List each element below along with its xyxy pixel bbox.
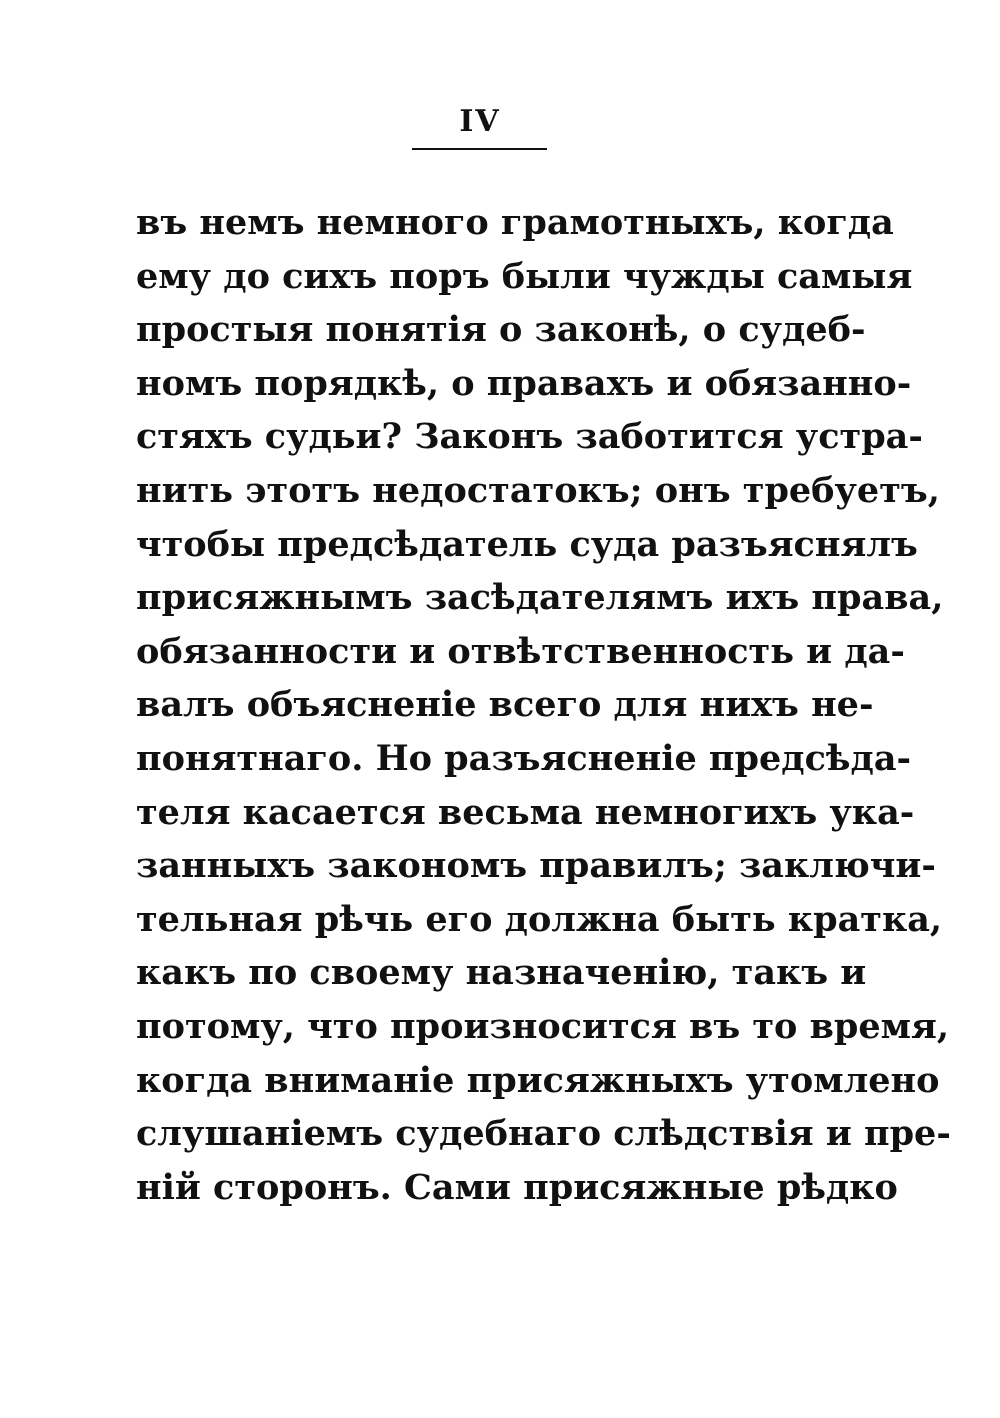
text-line: занныхъ закономъ правилъ; заключи- bbox=[136, 845, 936, 887]
text-line: понятнаго. Но разъясненіе предсѣда- bbox=[136, 737, 912, 779]
text-line: тельная рѣчь его должна быть кратка, bbox=[136, 898, 943, 940]
text-line: въ немъ немного грамотныхъ, когда bbox=[136, 202, 894, 243]
text-line: ему до сихъ поръ были чужды самыя bbox=[136, 255, 913, 297]
text-line: обязанности и отвѣтственность и да- bbox=[136, 630, 905, 672]
header-rule bbox=[412, 148, 547, 150]
text-line: ній сторонъ. Сами присяжные рѣдко bbox=[136, 1166, 898, 1208]
text-line: номъ порядкѣ, о правахъ и обязанно- bbox=[136, 362, 912, 404]
text-line: стяхъ судьи? Законъ заботится устра- bbox=[136, 416, 923, 458]
text-line: слушаніемъ судебнаго слѣдствія и пре- bbox=[136, 1113, 951, 1155]
body-text bbox=[136, 196, 951, 1214]
text-line: простыя понятія о законѣ, о судеб- bbox=[136, 309, 866, 351]
text-line: чтобы предсѣдатель суда разъяснялъ bbox=[136, 523, 918, 565]
text-line: потому, что произносится въ то время, bbox=[136, 1005, 950, 1047]
text-line: валъ объясненіе всего для нихъ не- bbox=[136, 684, 874, 726]
text-line: теля касается весьма немногихъ ука- bbox=[136, 791, 915, 833]
text-line: нить этотъ недостатокъ; онъ требуетъ, bbox=[136, 469, 940, 511]
text-line: какъ по своему назначенію, такъ и bbox=[136, 952, 867, 994]
text-line: присяжнымъ засѣдателямъ ихъ права, bbox=[136, 577, 944, 619]
text-line: когда вниманіе присяжныхъ утомлено bbox=[136, 1059, 940, 1101]
page-number: IV bbox=[459, 104, 501, 139]
